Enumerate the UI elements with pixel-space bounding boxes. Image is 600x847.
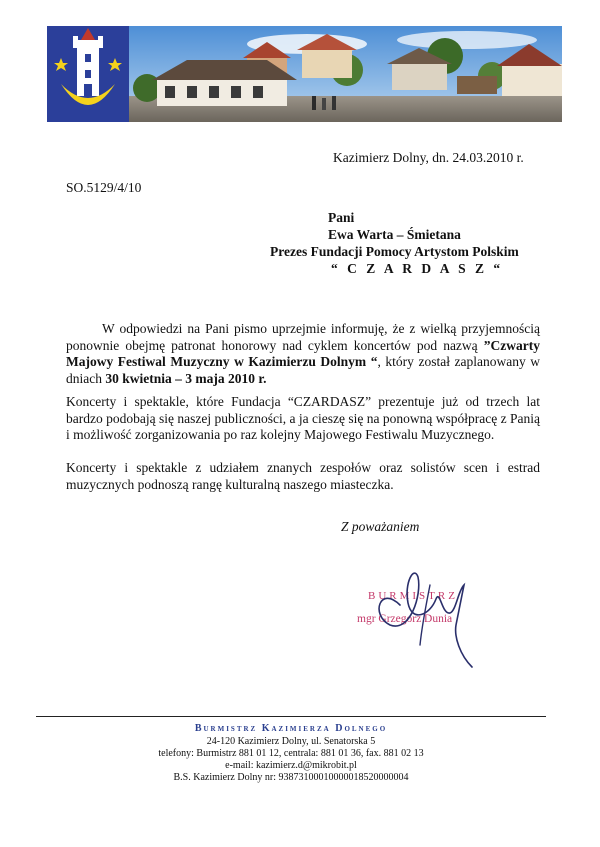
castle-tower-crest-icon — [47, 26, 129, 122]
paragraph-1-text-a: W odpowiedzi na Pani pismo uprzejmie informuję, że z wielką przyjemnością ponownie obejmę patronat honorowy nad cyklem koncertów pod nazwą — [66, 321, 540, 353]
footer-bank-account: B.S. Kazimierz Dolny nr: 93873100010000018520000004 — [173, 772, 409, 783]
paragraph-1-text-b: , który został zaplanowany w dniach — [66, 354, 541, 386]
letterhead-banner — [47, 26, 562, 122]
footer-phones: telefony: Burmistrz 881 01 12, centrala: 881 01 36, fax. 881 02 13 — [158, 748, 424, 759]
closing-phrase: Z poważaniem — [341, 519, 420, 534]
stamp-title: BURMISTRZ — [368, 590, 458, 602]
paragraph-1 — [66, 321, 540, 387]
letter-date: Kazimierz Dolny, dn. 24.03.2010 r. — [333, 150, 524, 165]
addressee-organization: “ C Z A R D A S Z “ — [331, 261, 504, 276]
footer-email: e-mail: kazimierz.d@mikrobit.pl — [225, 760, 357, 771]
town-square-photo — [129, 26, 562, 122]
handwritten-signature — [360, 555, 490, 675]
festival-name: ”Czwarty Majowy Festiwal Muzyczny w Kazimierzu Dolnym “ — [66, 337, 540, 369]
footer-address: 24-120 Kazimierz Dolny, ul. Senatorska 5 — [206, 736, 376, 747]
paragraph-2: Koncerty i spektakle, które Fundacja “CZARDASZ” prezentuje już od trzech lat bardzo podobają się naszej publiczności, a ja cieszę się na ponowną współpracę z Panią i możliwość zorganizowania po raz kolejny Majowego Festiwalu Muzycznego. — [66, 394, 540, 442]
paragraph-3: Koncerty i spektakle z udziałem znanych zespołów oraz solistów scen i estrad muzycznych podnoszą rangę kulturalną naszego miasteczka. — [66, 460, 540, 492]
festival-dates: 30 kwietnia – 3 maja 2010 r. — [105, 370, 267, 386]
footer-title: Burmistrz Kazimierza Dolnego — [194, 723, 388, 734]
addressee-salutation: Pani — [328, 210, 355, 225]
footer-divider — [36, 716, 546, 717]
addressee-position: Prezes Fundacji Pomocy Artystom Polskim — [270, 244, 519, 259]
letterhead-svg — [47, 26, 562, 122]
addressee-name: Ewa Warta – Śmietana — [328, 227, 461, 242]
reference-number: SO.5129/4/10 — [66, 180, 142, 195]
stamp-name: mgr Grzegorz Dunia — [357, 613, 453, 625]
